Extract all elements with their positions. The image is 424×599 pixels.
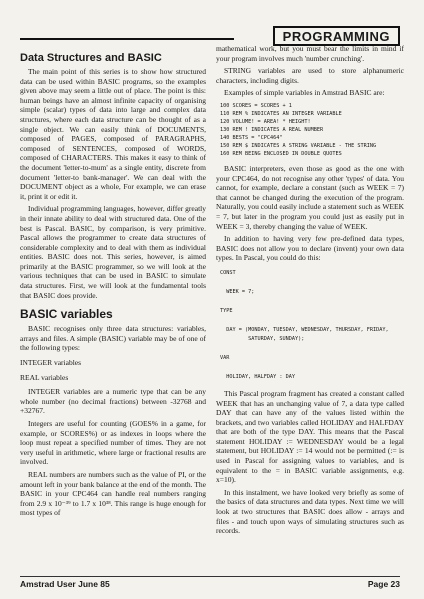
paragraph: INTEGER variables are a numeric type that can be any whole number (no decimal fractions) between -32768 and +32767. xyxy=(20,387,206,416)
page-number: Page 23 xyxy=(367,579,400,589)
type-integer: INTEGER variables xyxy=(20,358,82,368)
section-label: PROGRAMMING xyxy=(273,26,400,46)
paragraph: Individual programming languages, however, differ greatly in their innate ability to deal with structured data. One of the best is Pascal. BASIC, by comparison, is very primitive. Pascal allows the programmer to create data structures of considerable complexity and to deal with them as individual entities. BASIC does not. This series, however, is aimed primarily at the BASIC programmer, so we will look at the various techniques that can be used in BASIC to simulate data structures. First, we will look at the fundamental tools that BASIC does provide. xyxy=(20,204,206,300)
paragraph: Examples of simple variables in Amstrad BASIC are: xyxy=(224,88,385,98)
footer-rule xyxy=(20,576,400,577)
header-rule xyxy=(20,38,234,40)
paragraph: mathematical work, but you must bear the limits in mind if your program involves much 'number crunching'. xyxy=(216,44,404,63)
left-column xyxy=(20,52,206,521)
type-real: REAL variables xyxy=(20,372,69,382)
right-column xyxy=(216,44,404,539)
paragraph: BASIC recognises only three data structures: variables, arrays and files. A simple (BASIC) variable may be of one of the following types: xyxy=(20,324,206,353)
section-heading: BASIC variables xyxy=(20,307,113,322)
basic-code-listing: 100 SCORES = SCORES + 1 110 REM % INDICATES AN INTEGER VARIABLE 120 VOLUME! = AREA! * HEIGHT! 130 REM ! INDICATES A REAL NUMBER 140 BESTS = "CPC464" 150 REM $ INDICATES A STRING VARIABLE - THE STRING 160 REM BEING ENCLOSED IN DOUBLE QUOTES xyxy=(220,102,377,157)
paragraph: In addition to having very few pre-defined data types, BASIC does not allow you to declare (invent) your own data types. In Pascal, you could do this: xyxy=(216,234,404,263)
paragraph: In this instalment, we have looked very briefly as some of the basics of data structures and data types. Next time we will look at two structures that BASIC does allow - arrays and files - and touch upon ways of simulating structures such as records. xyxy=(216,487,404,536)
magazine-issue: Amstrad User June 85 xyxy=(20,579,110,589)
pascal-code-listing: CONST WEEK = 7; TYPE DAY = (MONDAY, TUESDAY, WEDNESDAY, THURSDAY, FRIDAY, SATURDAY, SUNDAY); VAR HOLIDAY, HALFDAY : DAY xyxy=(220,269,389,381)
article-title: Data Structures and BASIC xyxy=(20,52,162,64)
paragraph: This Pascal program fragment has created a constant called WEEK that has an unchanging value of 7, a data type called DAY that can have any of the values listed within the brackets, and two variables called HOLIDAY and HALFDAY that are both of the type DAY. This means that the Pascal statement HOLIDAY := WEDNESDAY would be a legal statement, but HOLIDAY := 14 would not be permitted (:= is used in Pascal for assigning values to variables, and is equivalent to the = in BASIC variable assignments, e.g. x=10). xyxy=(216,388,404,485)
paragraph: Integers are useful for counting (GOES% in a game, for example, or SCORES%) or as indexes in loops where the loop must repeat a specified number of times. They are not very useful in arithmetic, where large or fractional results are involved. xyxy=(20,419,206,467)
paragraph: The main point of this series is to show how structured data can be used within BASIC programs, so the examples given above may seem a little out of place. The point is this: human beings have an almost infinite capacity of organising simple (scalar) types of data into large and complex data structures, where each data structure can be thought of as a single object. We can easily think of DOCUMENTS, composed of PAGES, composed of PARAGRAPHS, composed of SENTENCES, composed of WORDS, composed of CHARACTERS. This makes it easy to think of the document 'letter-to-mum' as a single entity, discrete from document 'letter-to bank-manager'. We can deal with the DOCUMENT object as a whole, For example, we can erase it, print it or edit it. xyxy=(20,67,206,201)
paragraph: REAL numbers are numbers such as the value of PI, or the amount left in your bank balance at the end of the month. The BASIC in your CPC464 can handle real numbers ranging from 2.9 x 10⁻³⁹ to 1.7 x 10³⁸. This range is huge enough for most types of xyxy=(20,469,206,518)
paragraph: STRING variables are used to store alphanumeric characters, including digits. xyxy=(216,66,404,85)
paragraph: BASIC interpreters, even those as good as the one with your CPC464, do not recognise any other 'types' of data. You cannot, for example, declare a constant (such as WEEK = 7) that cannot be changed during the execution of the program. Naturally, you could easily include a statement such as WEEK = 7, but later in the program you could just as easily put in WEEK = 3, thereby changing the value of WEEK. xyxy=(216,163,404,231)
